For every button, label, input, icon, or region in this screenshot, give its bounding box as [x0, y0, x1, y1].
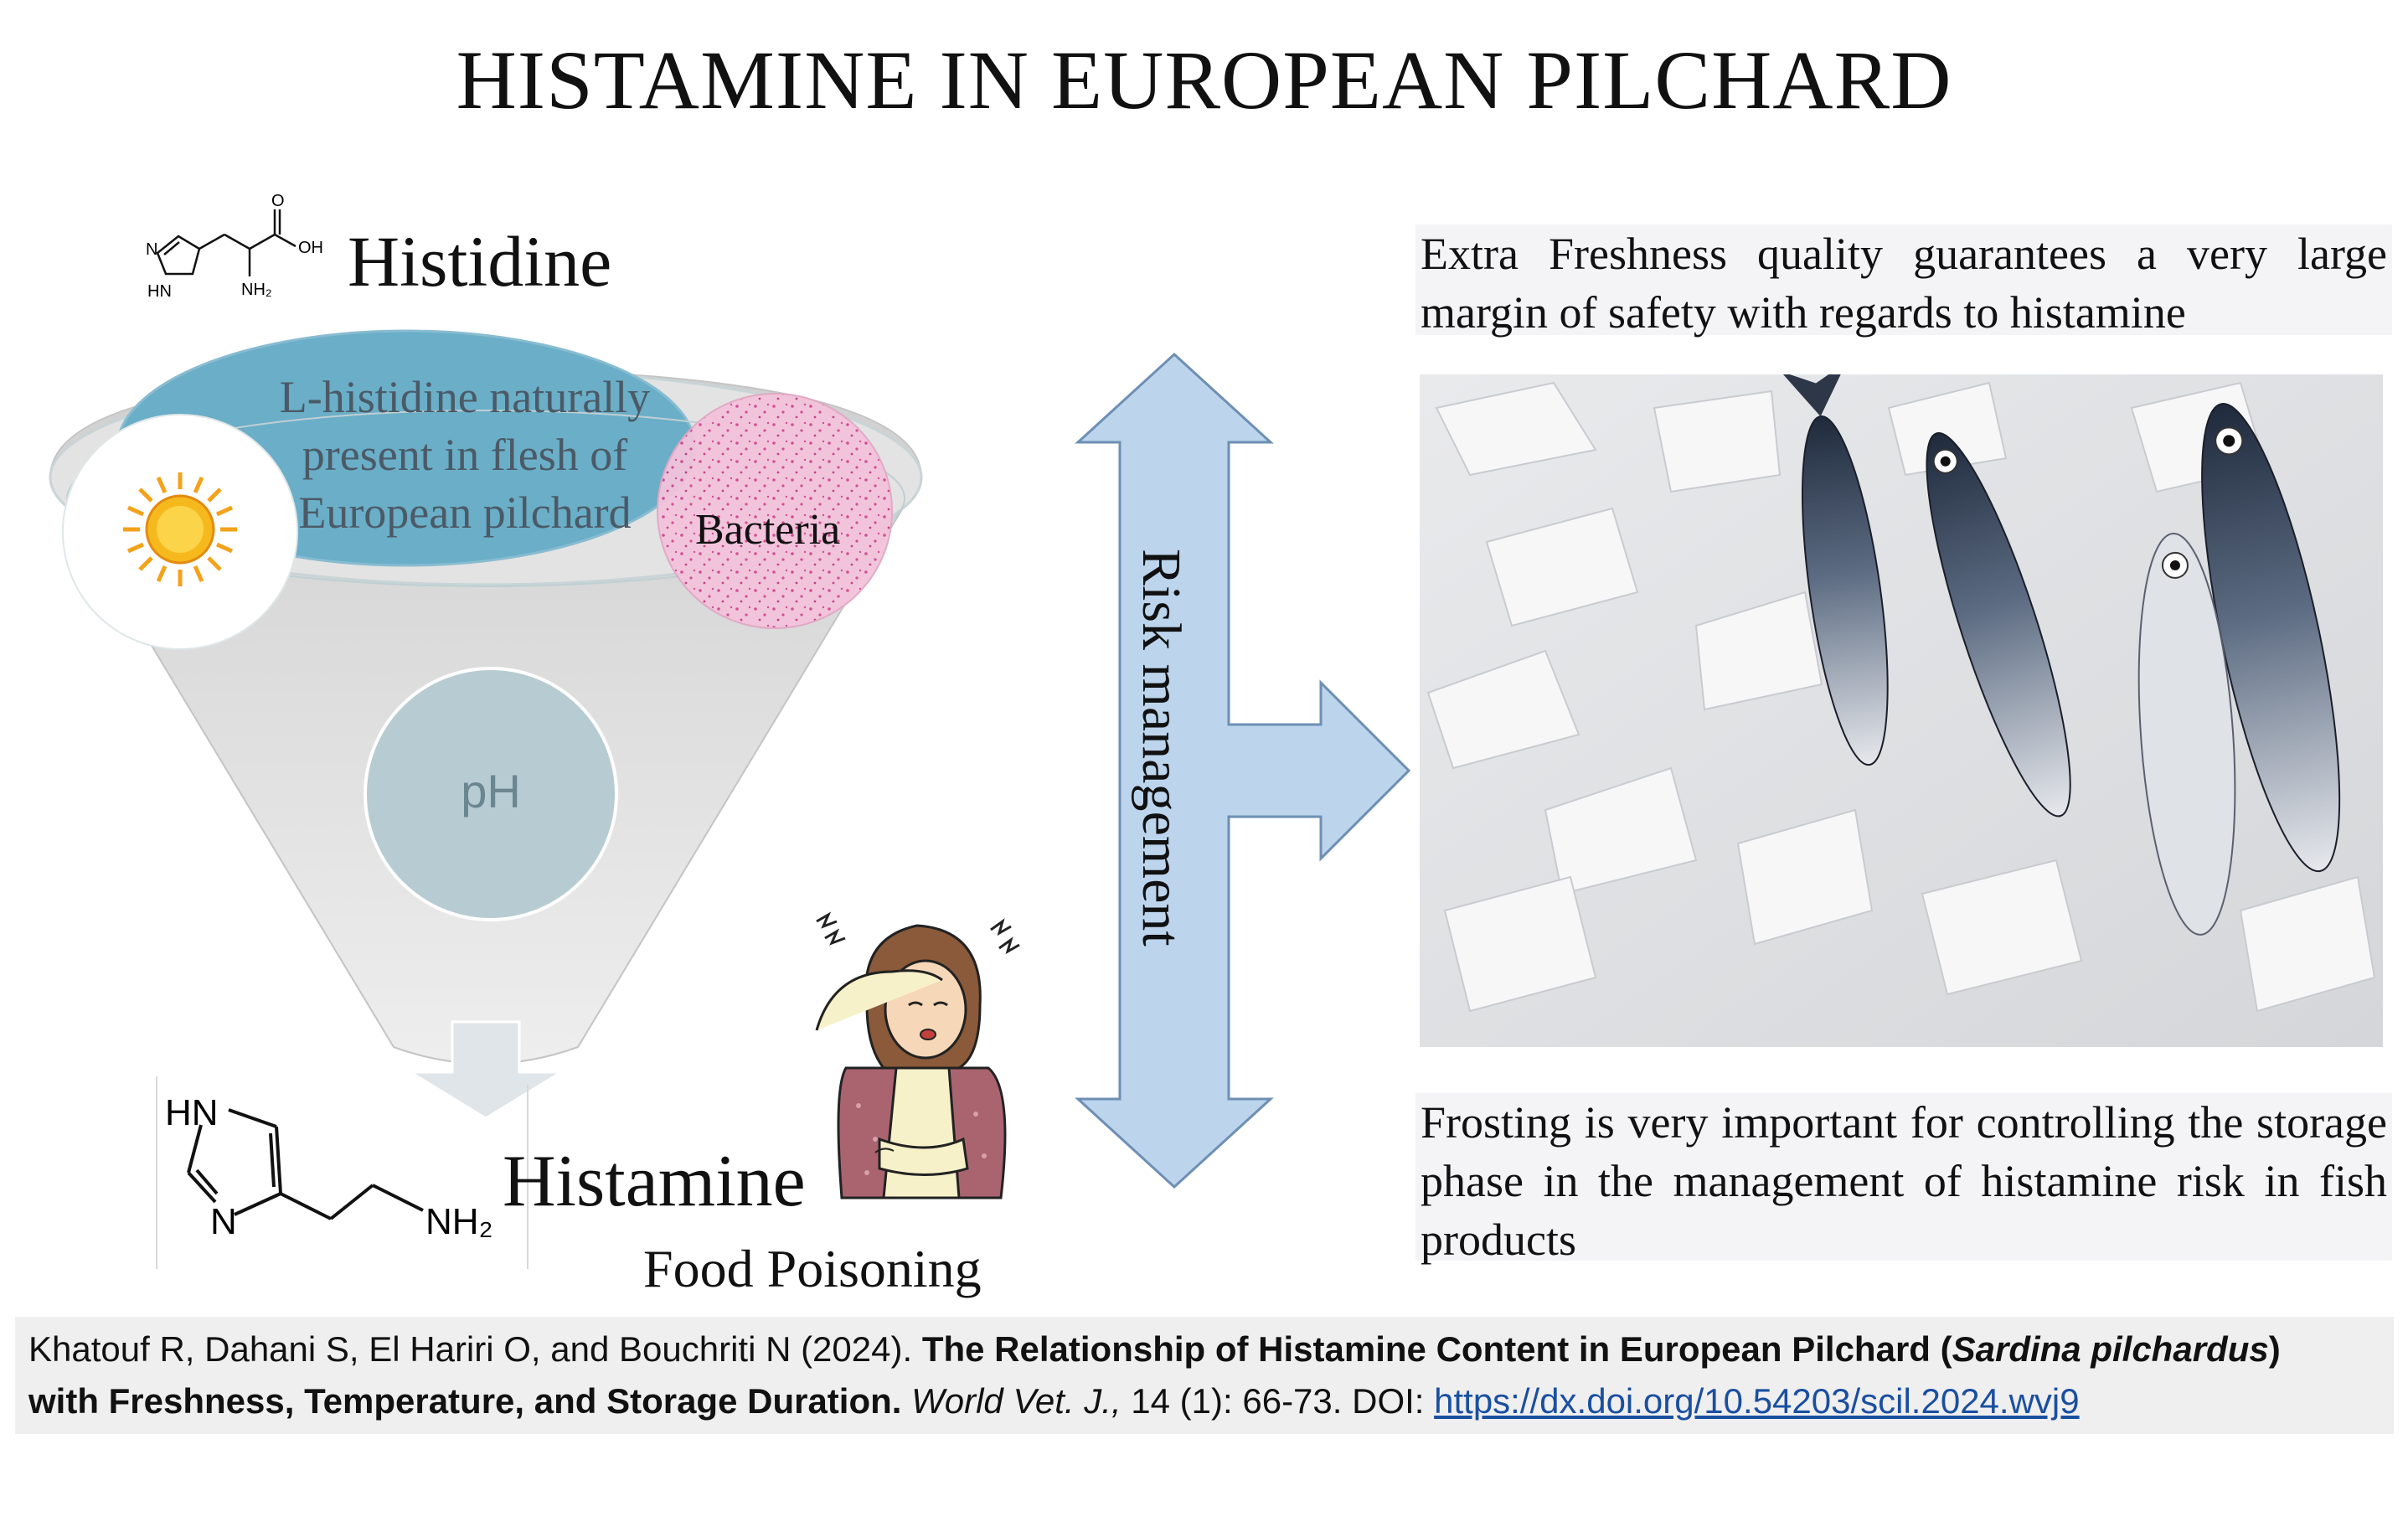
lhistidine-line: present in flesh of — [302, 430, 628, 480]
citation-authors: Khatouf R, Dahani S, El Hariri O, and Bouchriti N (2024). — [28, 1329, 922, 1369]
risk-management-arrow — [1057, 352, 1417, 1189]
page-title: HISTAMINE IN EUROPEAN PILCHARD — [456, 34, 1952, 126]
lhistidine-line: European pilchard — [298, 488, 632, 538]
mol-o: O — [271, 194, 285, 210]
doi-link[interactable]: https://dx.doi.org/10.54203/scil.2024.wvj9 — [1434, 1381, 2080, 1421]
frosting-note: Frosting is very important for controlling the storage phase in the management of histamine risk in fish products — [1415, 1093, 2392, 1261]
citation-title: The Relationship of Histamine Content in European Pilchard (Sardina pilchardus) — [921, 1329, 2281, 1369]
mol-n: N — [146, 240, 158, 259]
mol-oh: OH — [298, 239, 323, 257]
histamine-molecule-icon — [155, 1076, 540, 1269]
sardines-on-ice-photo — [1420, 374, 2383, 1047]
risk-arrow-shape — [1078, 354, 1409, 1187]
citation-box — [15, 1317, 2394, 1434]
citation-species: Sardina pilchardus — [1952, 1329, 2269, 1369]
mol-n: N — [210, 1201, 237, 1242]
citation-volume: 14 (1): 66-73. DOI: — [1121, 1381, 1435, 1421]
bacteria-label: Bacteria — [695, 506, 841, 554]
lhistidine-line: L-histidine naturally — [279, 372, 651, 422]
mol-hn: HN — [147, 282, 172, 301]
mol-nh2: NH₂ — [241, 281, 272, 299]
freshness-note: Extra Freshness quality guarantees a very large margin of safety with regards to histamine — [1415, 224, 2392, 335]
histamine-label: Histamine — [503, 1141, 806, 1222]
histidine-molecule-icon — [141, 194, 358, 320]
citation-title-line2: with Freshness, Temperature, and Storage Duration. — [28, 1381, 902, 1421]
sick-woman-illustration — [800, 888, 1043, 1206]
histidine-label: Histidine — [348, 221, 612, 302]
food-poisoning-label: Food Poisoning — [643, 1239, 982, 1298]
lhistidine-text — [205, 369, 724, 542]
mol-nh2: NH₂ — [425, 1201, 493, 1242]
citation-journal: World Vet. J., — [911, 1381, 1121, 1421]
ph-label: pH — [461, 765, 521, 818]
mol-hn: HN — [165, 1092, 219, 1133]
risk-management-label: Risk management — [1131, 549, 1192, 947]
